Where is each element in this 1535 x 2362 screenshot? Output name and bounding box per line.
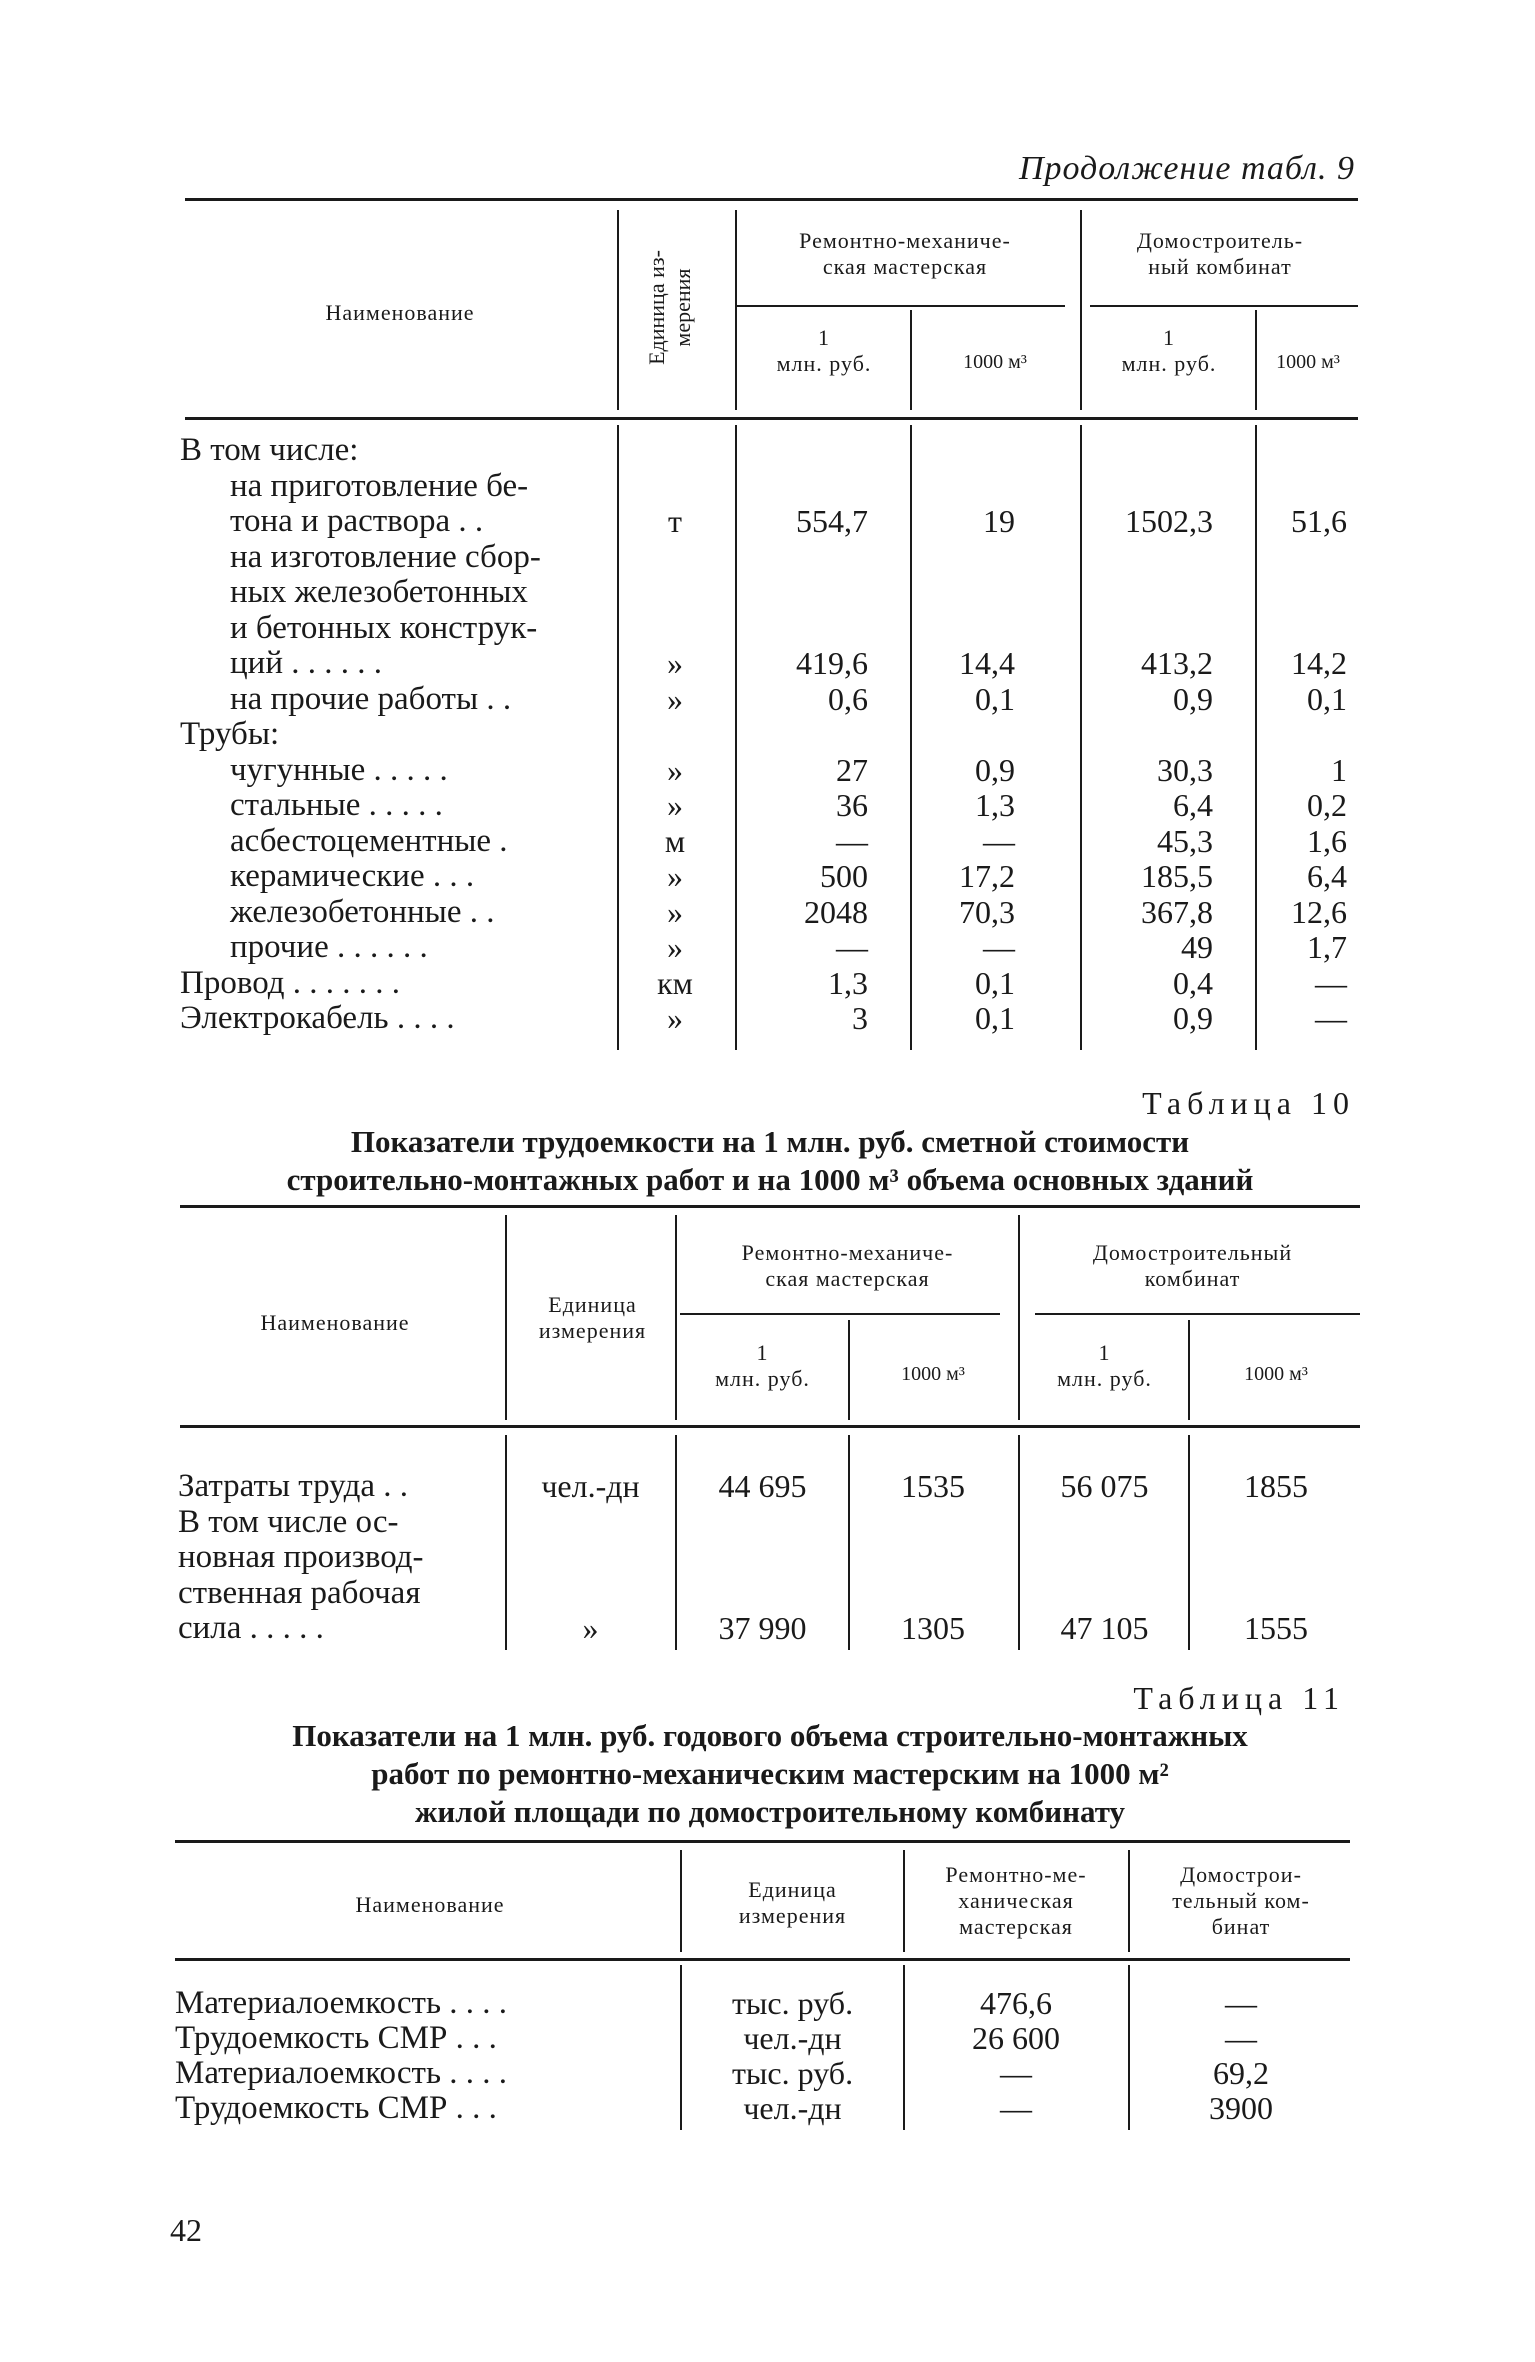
table-cell-value: — <box>983 823 1015 859</box>
divider <box>1080 425 1082 1050</box>
column-group-house-plant: Домостроительный комбинат <box>1092 1240 1293 1291</box>
column-header-per-1000m3: 1000 м³ <box>1244 1363 1308 1385</box>
table-row-name: ственная рабочая <box>178 1575 421 1611</box>
table-cell-value: 500 <box>820 858 868 894</box>
table-10-header-rule <box>180 1425 1360 1428</box>
column-group-repair-shop: Ремонтно-механиче- ская мастерская <box>799 228 1011 279</box>
divider <box>910 310 912 410</box>
table-row-name: на приготовление бе- <box>230 468 529 504</box>
table-row-name: сила . . . . . <box>178 1610 324 1646</box>
column-header-name: Наименование <box>355 1892 505 1917</box>
table-10-label: Таблица 10 <box>1142 1085 1355 1121</box>
table-cell-value: 27 <box>836 752 868 788</box>
table-cell-value: 49 <box>1181 929 1213 965</box>
table-11-label: Таблица 11 <box>1133 1680 1345 1716</box>
column-header-repair-shop: Ремонтно-ме- ханическая мастерская <box>945 1862 1087 1939</box>
table-cell-value: — <box>1000 2055 1032 2091</box>
table-9-top-rule <box>185 198 1358 201</box>
divider <box>735 425 737 1050</box>
table-cell-unit: тыс. руб. <box>731 2055 854 2091</box>
column-header-unit: Единица измерения <box>738 1877 847 1928</box>
table-cell-unit: чел.-дн <box>743 2090 842 2126</box>
table-cell-value: 70,3 <box>959 894 1015 930</box>
column-header-per-mln: 1 млн. руб. <box>776 325 872 376</box>
divider <box>617 210 619 410</box>
table-10-title: Показатели трудоемкости на 1 млн. руб. сметной стоимости строительно-монтажных работ и на 1000 м³ объема основных зданий <box>286 1124 1254 1197</box>
column-header-unit: Единица из- мерения <box>644 250 695 365</box>
table-cell-unit: » <box>667 752 683 788</box>
table-cell-value: 0,4 <box>1173 965 1213 1001</box>
table-cell-value: 0,6 <box>828 681 868 717</box>
table-cell-value: 367,8 <box>1141 894 1213 930</box>
divider <box>1188 1435 1190 1650</box>
table-cell-unit: » <box>667 858 683 894</box>
divider <box>848 1320 850 1420</box>
table-cell-value: 1 <box>1331 752 1347 788</box>
table-cell-value: 1,7 <box>1307 929 1347 965</box>
table-11-top-rule <box>175 1840 1350 1843</box>
divider <box>505 1215 507 1420</box>
table-cell-value: — <box>983 929 1015 965</box>
table-11-title: Показатели на 1 млн. руб. годового объема строительно-монтажных работ по ремонтно-механическим мастерским на 1000 м² жилой площади по домостроительному комбинату <box>292 1718 1248 1829</box>
table-row-name: ных железобетонных <box>230 574 528 610</box>
table-row-name: Электрокабель . . . . <box>180 1000 455 1036</box>
divider <box>848 1435 850 1650</box>
divider <box>1255 425 1257 1050</box>
table-cell-value: — <box>836 929 868 965</box>
table-cell-unit: » <box>582 1610 599 1646</box>
subheader-rule <box>680 1313 1000 1315</box>
divider <box>903 1965 905 2130</box>
table-cell-value: — <box>836 823 868 859</box>
table-cell-value: 476,6 <box>980 1985 1052 2021</box>
column-header-name: Наименование <box>325 300 475 325</box>
table-row-name: стальные . . . . . <box>230 787 443 823</box>
table-cell-value: 1,3 <box>828 965 868 1001</box>
divider <box>1188 1320 1190 1420</box>
table-cell-value: 0,1 <box>975 965 1015 1001</box>
divider <box>910 425 912 1050</box>
table-row-name: Затраты труда . . <box>178 1468 409 1504</box>
table-cell-value: 36 <box>836 787 868 823</box>
table-cell-unit: м <box>664 823 686 859</box>
table-cell-unit: чел.-дн <box>541 1468 640 1504</box>
table-cell-value: 6,4 <box>1307 858 1347 894</box>
table-cell-value: 47 105 <box>1060 1610 1149 1646</box>
table-row-name: чугунные . . . . . <box>230 752 448 788</box>
table-cell-value: 554,7 <box>796 503 868 539</box>
table-cell-value: 26 600 <box>972 2020 1060 2056</box>
divider <box>680 1850 682 1952</box>
table-row-name: Материалоемкость . . . . <box>175 2055 507 2091</box>
table-cell-value: 1535 <box>901 1468 965 1504</box>
table-cell-value: 1,3 <box>975 787 1015 823</box>
table-cell-value: — <box>1225 2020 1257 2056</box>
subheader-rule <box>1035 1313 1360 1315</box>
table-row-name: Материалоемкость . . . . <box>175 1985 507 2021</box>
table-row-name: ций . . . . . . <box>230 645 382 681</box>
divider <box>1128 1850 1130 1952</box>
table-cell-value: 0,1 <box>975 1000 1015 1036</box>
table-cell-value: 413,2 <box>1141 645 1213 681</box>
table-cell-value: 1502,3 <box>1125 503 1213 539</box>
table-cell-value: 0,9 <box>1173 681 1213 717</box>
divider <box>675 1215 677 1420</box>
divider <box>1018 1435 1020 1650</box>
column-header-per-1000m3: 1000 м³ <box>1276 351 1340 373</box>
column-header-per-mln: 1 млн. руб. <box>715 1340 810 1391</box>
table-cell-value: 2048 <box>804 894 868 930</box>
table-row-name: В том числе: <box>180 432 359 468</box>
table-row-name: и бетонных конструк- <box>230 610 538 646</box>
divider <box>680 1965 682 2130</box>
table-cell-unit: км <box>657 965 693 1001</box>
table-row-name: Трудоемкость СМР . . . <box>175 2020 497 2056</box>
table-cell-value: 56 075 <box>1060 1468 1149 1504</box>
table-cell-value: 6,4 <box>1173 787 1213 823</box>
divider <box>675 1435 677 1650</box>
table-11-header-rule <box>175 1958 1350 1961</box>
table-cell-value: 1305 <box>901 1610 965 1646</box>
table-cell-value: — <box>1315 965 1347 1001</box>
table-cell-unit: т <box>668 503 682 539</box>
divider <box>735 210 737 410</box>
column-group-house-plant: Домостроитель- ный комбинат <box>1136 228 1304 279</box>
table-cell-value: 0,9 <box>1173 1000 1213 1036</box>
page-number: 42 <box>170 2212 202 2248</box>
table-cell-value: 185,5 <box>1141 858 1213 894</box>
subheader-rule <box>1090 305 1358 307</box>
table-9-header-rule <box>185 417 1358 420</box>
table-cell-value: 17,2 <box>959 858 1015 894</box>
table-cell-value: 44 695 <box>718 1468 807 1504</box>
table-cell-value: 3 <box>852 1000 868 1036</box>
divider <box>1128 1965 1130 2130</box>
continuation-caption: Продолжение табл. 9 <box>1018 150 1355 187</box>
table-row-name: на прочие работы . . <box>230 681 512 717</box>
table-cell-unit: » <box>667 645 683 681</box>
table-row-name: асбестоцементные . <box>230 823 508 859</box>
table-cell-value: 12,6 <box>1291 894 1347 930</box>
table-cell-value: 69,2 <box>1213 2055 1269 2091</box>
table-cell-value: 1,6 <box>1307 823 1347 859</box>
table-cell-value: 14,2 <box>1291 645 1347 681</box>
table-cell-value: 1555 <box>1244 1610 1308 1646</box>
subheader-rule <box>735 305 1065 307</box>
table-row-name: новная производ- <box>178 1539 424 1575</box>
table-cell-value: 45,3 <box>1157 823 1213 859</box>
table-cell-value: 3900 <box>1209 2090 1273 2126</box>
column-group-repair-shop: Ремонтно-механиче- ская мастерская <box>741 1240 954 1291</box>
column-header-per-1000m3: 1000 м³ <box>963 351 1027 373</box>
table-cell-unit: чел.-дн <box>743 2020 842 2056</box>
table-cell-unit: » <box>667 787 683 823</box>
table-cell-value: — <box>1315 1000 1347 1036</box>
table-cell-value: 0,2 <box>1307 787 1347 823</box>
table-cell-unit: » <box>667 1000 683 1036</box>
table-cell-value: 14,4 <box>959 645 1015 681</box>
divider <box>1255 310 1257 410</box>
table-cell-value: 51,6 <box>1291 503 1347 539</box>
table-row-name: Трудоемкость СМР . . . <box>175 2090 497 2126</box>
divider <box>1018 1215 1020 1420</box>
table-cell-value: — <box>1225 1985 1257 2021</box>
column-header-house-plant: Домострои- тельный ком- бинат <box>1172 1862 1310 1939</box>
table-cell-value: 1855 <box>1244 1468 1308 1504</box>
table-cell-value: 0,9 <box>975 752 1015 788</box>
column-header-per-1000m3: 1000 м³ <box>901 1363 965 1385</box>
table-cell-value: 30,3 <box>1157 752 1213 788</box>
divider <box>903 1850 905 1952</box>
table-cell-value: 0,1 <box>1307 681 1347 717</box>
table-row-name: Провод . . . . . . . <box>180 965 401 1001</box>
divider <box>617 425 619 1050</box>
table-cell-value: — <box>1000 2090 1032 2126</box>
table-10-top-rule <box>180 1205 1360 1208</box>
table-row-name: на изготовление сбор- <box>230 539 541 575</box>
table-row-name: железобетонные . . <box>230 894 495 930</box>
table-cell-value: 419,6 <box>796 645 868 681</box>
table-cell-unit: » <box>667 894 683 930</box>
table-row-name: В том числе ос- <box>178 1504 399 1540</box>
column-header-per-mln: 1 млн. руб. <box>1057 1340 1152 1391</box>
column-header-unit: Единица измерения <box>538 1292 647 1343</box>
column-header-per-mln: 1 млн. руб. <box>1121 325 1217 376</box>
table-row-name: Трубы: <box>180 716 280 752</box>
table-cell-value: 19 <box>983 503 1015 539</box>
table-cell-unit: » <box>667 681 683 717</box>
table-cell-unit: » <box>667 929 683 965</box>
column-header-name: Наименование <box>260 1310 410 1335</box>
table-cell-value: 0,1 <box>975 681 1015 717</box>
divider <box>505 1435 507 1650</box>
table-cell-unit: тыс. руб. <box>731 1985 854 2021</box>
divider <box>1080 210 1082 410</box>
table-row-name: тона и раствора . . <box>230 503 484 539</box>
table-row-name: керамические . . . <box>230 858 475 894</box>
table-cell-value: 37 990 <box>718 1610 807 1646</box>
table-row-name: прочие . . . . . . <box>230 929 428 965</box>
